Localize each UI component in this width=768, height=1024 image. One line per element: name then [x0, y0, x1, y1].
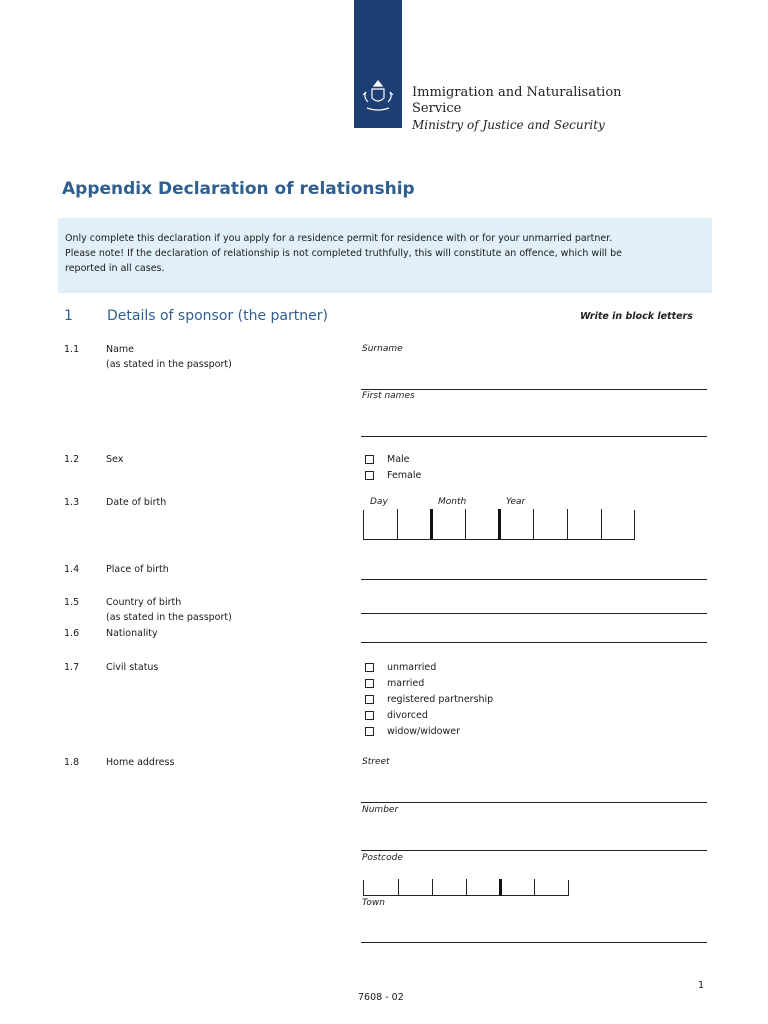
page-number: 1 — [698, 980, 705, 991]
place-of-birth-label: Place of birth — [106, 564, 169, 575]
field-number: 1.7 — [64, 662, 80, 673]
dob-group-divider — [430, 509, 433, 539]
street-field[interactable] — [361, 802, 707, 803]
surname-field[interactable] — [361, 389, 707, 390]
postcode-digit-divider — [398, 879, 399, 895]
field-number: 1.5 — [64, 597, 80, 608]
postcode-field[interactable] — [363, 880, 569, 896]
civil-widowed-option: widow/widower — [387, 726, 460, 737]
notice-line: Only complete this declaration if you apply for a residence permit for residence with or for your unmarried partner. — [65, 233, 613, 244]
name-label-sub: (as stated in the passport) — [106, 359, 232, 370]
sex-female-checkbox[interactable] — [365, 471, 374, 480]
coat-of-arms-icon — [354, 0, 402, 128]
civil-married-option: married — [387, 678, 425, 689]
dob-digit-divider — [567, 509, 568, 539]
number-label: Number — [362, 805, 399, 815]
dob-digit-divider — [397, 509, 398, 539]
town-field[interactable] — [361, 942, 707, 943]
home-address-label: Home address — [106, 757, 175, 768]
section-title: Details of sponsor (the partner) — [107, 308, 328, 324]
dob-day-label: Day — [370, 497, 388, 507]
postcode-digit-divider — [432, 879, 433, 895]
civil-divorced-checkbox[interactable] — [365, 711, 374, 720]
dob-field[interactable] — [363, 510, 635, 540]
name-label-text: Name — [106, 344, 135, 355]
nationality-label: Nationality — [106, 628, 158, 639]
sex-female-option: Female — [387, 470, 422, 481]
postcode-digit-divider — [466, 879, 467, 895]
postcode-label: Postcode — [362, 853, 403, 863]
sex-label: Sex — [106, 454, 124, 465]
dob-digit-divider — [465, 509, 466, 539]
dob-month-label: Month — [438, 497, 467, 507]
field-number: 1.1 — [64, 344, 80, 355]
civil-widowed-checkbox[interactable] — [365, 727, 374, 736]
country-of-birth-label — [106, 595, 232, 625]
block-letters-note: Write in block letters — [580, 311, 693, 322]
form-code: 7608 - 02 — [358, 992, 404, 1003]
postcode-group-divider — [499, 879, 502, 895]
field-number: 1.6 — [64, 628, 80, 639]
dob-digit-divider — [601, 509, 602, 539]
civil-unmarried-option: unmarried — [387, 662, 437, 673]
field-number: 1.4 — [64, 564, 80, 575]
first-names-label: First names — [362, 391, 415, 401]
dob-digit-divider — [533, 509, 534, 539]
sex-male-option: Male — [387, 454, 410, 465]
section-number: 1 — [64, 308, 73, 324]
dob-group-divider — [498, 509, 501, 539]
surname-label: Surname — [362, 344, 403, 354]
number-field[interactable] — [361, 850, 707, 851]
first-names-field[interactable] — [361, 436, 707, 437]
nationality-field[interactable] — [361, 642, 707, 643]
field-number: 1.8 — [64, 757, 80, 768]
civil-unmarried-checkbox[interactable] — [365, 663, 374, 672]
notice-line: Please note! If the declaration of relationship is not completed truthfully, this will constitute an offence, which will be — [65, 248, 622, 259]
country-of-birth-field[interactable] — [361, 613, 707, 614]
civil-partnership-option: registered partnership — [387, 694, 494, 705]
dob-label: Date of birth — [106, 497, 167, 508]
civil-partnership-checkbox[interactable] — [365, 695, 374, 704]
place-of-birth-field[interactable] — [361, 579, 707, 580]
field-number: 1.3 — [64, 497, 80, 508]
page-title: Appendix Declaration of relationship — [62, 179, 415, 199]
country-of-birth-label-text: Country of birth — [106, 597, 182, 608]
notice-line: reported in all cases. — [65, 263, 165, 274]
civil-status-label: Civil status — [106, 662, 159, 673]
dob-year-label: Year — [506, 497, 526, 507]
org-name-line1: Immigration and Naturalisation — [412, 85, 622, 100]
country-of-birth-label-sub: (as stated in the passport) — [106, 612, 232, 623]
civil-married-checkbox[interactable] — [365, 679, 374, 688]
street-label: Street — [362, 757, 390, 767]
sex-male-checkbox[interactable] — [365, 455, 374, 464]
field-number: 1.2 — [64, 454, 80, 465]
notice-box — [58, 218, 712, 293]
logo-bar — [354, 0, 402, 128]
org-name-line2: Service — [412, 101, 462, 116]
ministry-name: Ministry of Justice and Security — [412, 118, 605, 132]
town-label: Town — [362, 898, 385, 908]
civil-divorced-option: divorced — [387, 710, 428, 721]
postcode-digit-divider — [534, 879, 535, 895]
name-label — [106, 342, 232, 372]
